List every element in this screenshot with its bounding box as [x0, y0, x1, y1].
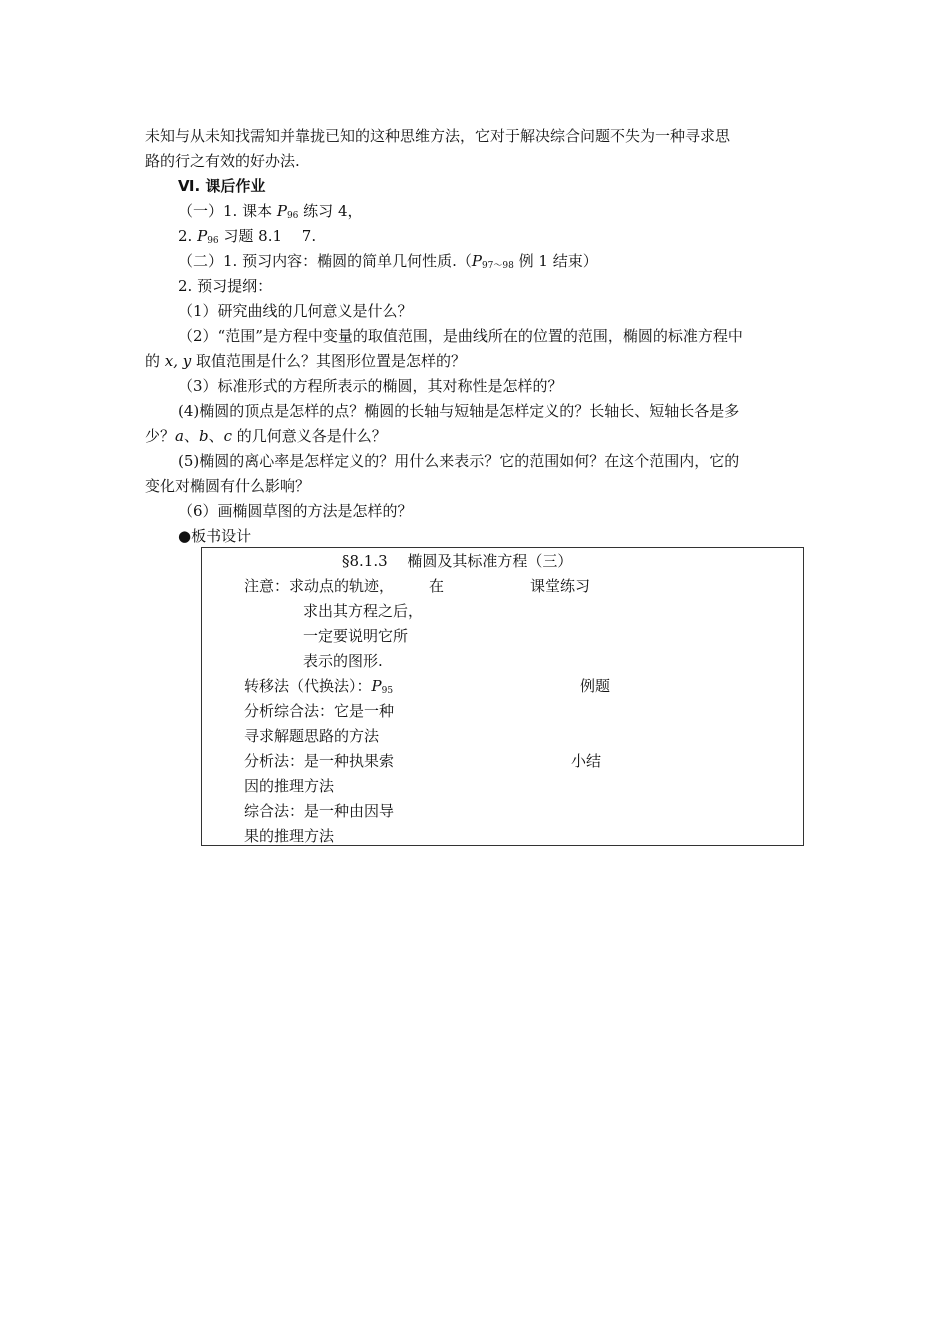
question-1: （1）研究曲线的几何意义是什么？	[178, 302, 413, 320]
board-note-cont-2: 一定要说明它所	[303, 627, 409, 645]
question-3: （3）标准形式的方程所表示的椭圆，其对称性是怎样的？	[178, 377, 563, 395]
intro-line-1: 未知与从未知找需知并靠拢已知的这种思维方法，它对于解决综合问题不失为一种寻求思	[145, 127, 731, 145]
board-title: §8.1.3 椭圆及其标准方程（三）	[342, 552, 573, 570]
board-heading: ●板书设计	[178, 527, 252, 545]
board-note-label: 注意：求动点的轨迹，	[244, 577, 395, 595]
board-analysis-6: 果的推理方法	[244, 827, 335, 845]
board-summary: 小结	[571, 752, 602, 770]
outline-title: 2. 预习提纲：	[178, 277, 273, 295]
board-example: 例题	[580, 677, 611, 695]
board-analysis-1: 分析综合法：它是一种	[244, 702, 395, 720]
board-transfer: 转移法（代换法）：$P_{95}$	[244, 677, 394, 696]
question-5-line-1: (5)椭圆的离心率是怎样定义的？用什么来表示？它的范围如何？在这个范围内，它的	[178, 452, 740, 470]
board-design-box	[201, 547, 804, 846]
preview-content: （二）1. 预习内容：椭圆的简单几何性质$.(P_{97\sim 98}$ 例 1 结束）	[178, 252, 598, 271]
intro-line-2: 路的行之有效的好办法.	[145, 152, 300, 170]
board-analysis-3: 分析法：是一种执果索	[244, 752, 395, 770]
question-4-line-2: 少？a、b、c 的几何意义各是什么？	[145, 427, 387, 445]
homework-item-2: 2. $P_{96}$ 习题 8.1 7.	[178, 227, 317, 246]
question-2-line-1: （2）“范围”是方程中变量的取值范围，是曲线所在的位置的范围，椭圆的标准方程中	[178, 327, 743, 345]
board-practice: 课堂练习	[530, 577, 591, 595]
board-zai: 在	[429, 577, 445, 595]
question-4-line-1: (4)椭圆的顶点是怎样的点？椭圆的长轴与短轴是怎样定义的？长轴长、短轴长各是多	[178, 402, 740, 420]
board-analysis-4: 因的推理方法	[244, 777, 335, 795]
board-analysis-2: 寻求解题思路的方法	[244, 727, 380, 745]
section-title: Ⅵ. 课后作业	[178, 177, 266, 195]
question-5-line-2: 变化对椭圆有什么影响？	[145, 477, 311, 495]
question-6: （6）画椭圆草图的方法是怎样的？	[178, 502, 413, 520]
board-analysis-5: 综合法：是一种由因导	[244, 802, 395, 820]
board-note-cont-3: 表示的图形.	[303, 652, 383, 670]
homework-item-1: （一）1. 课本 $P_{96}$ 练习 4，	[178, 202, 363, 221]
board-note-cont-1: 求出其方程之后，	[303, 602, 424, 620]
question-2-line-2: 的 x, y 取值范围是什么？其图形位置是怎样的？	[145, 352, 467, 370]
